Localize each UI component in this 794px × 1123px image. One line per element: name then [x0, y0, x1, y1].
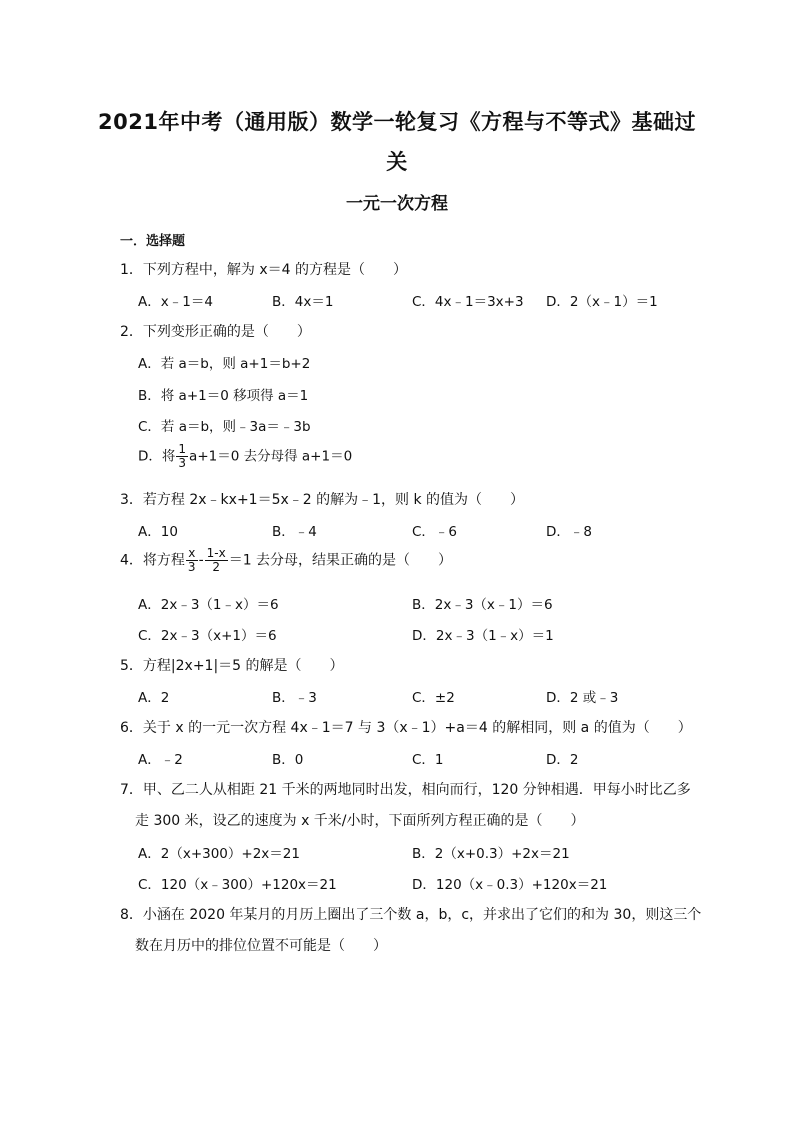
question-7-option-b: B．2（x+0.3）+2x＝21 — [412, 846, 570, 862]
question-5-option-b: B．﹣3 — [272, 690, 317, 706]
question-1-option-a: A．x﹣1＝4 — [138, 294, 213, 310]
fraction-denominator: 3 — [187, 560, 196, 574]
question-4-option-a: A．2x﹣3（1﹣x）＝6 — [138, 597, 279, 613]
fraction-numerator: x — [186, 547, 198, 561]
document-title-line1: 2021年中考（通用版）数学一轮复习《方程与不等式》基础过 — [98, 110, 696, 134]
question-6-option-d: D．2 — [546, 752, 579, 768]
question-5-option-a: A．2 — [138, 690, 170, 706]
question-2-option-d-suffix: a+1＝0 去分母得 a+1＝0 — [189, 448, 353, 465]
question-4-stem-suffix: ＝1 去分母，结果正确的是（ ） — [228, 552, 453, 569]
question-8-stem-line1: 8．小涵在 2020 年某月的月历上圈出了三个数 a，b，c，并求出了它们的和为 30，则这三个 — [120, 907, 702, 923]
question-1-stem: 1．下列方程中，解为 x＝4 的方程是（ ） — [120, 262, 407, 278]
question-5-stem: 5．方程|2x+1|＝5 的解是（ ） — [120, 658, 344, 674]
question-1-option-b: B．4x＝1 — [272, 294, 334, 310]
question-6-option-b: B．0 — [272, 752, 304, 768]
question-7-option-d: D．120（x﹣0.3）+120x＝21 — [412, 877, 608, 893]
question-7-stem-line1: 7．甲、乙二人从相距 21 千米的两地同时出发，相向而行，120 分钟相遇．甲每小时比乙多 — [120, 782, 691, 798]
question-4-stem — [120, 547, 452, 574]
fraction-denominator: 3 — [178, 456, 187, 470]
question-4-option-b: B．2x﹣3（x﹣1）＝6 — [412, 597, 553, 613]
question-5-option-d: D．2 或﹣3 — [546, 690, 619, 706]
fraction-one-third — [176, 443, 188, 470]
document-subtitle: 一元一次方程 — [346, 194, 448, 214]
question-2-option-b: B．将 a+1＝0 移项得 a＝1 — [138, 388, 309, 404]
question-7-stem-line2: 走 300 米，设乙的速度为 x 千米/小时，下面所列方程正确的是（ ） — [135, 813, 585, 829]
question-8-stem-line2: 数在月历中的排位位置不可能是（ ） — [135, 938, 387, 954]
question-4-option-d: D．2x﹣3（1﹣x）＝1 — [412, 628, 554, 644]
question-1-option-c: C．4x﹣1＝3x+3 — [412, 294, 524, 310]
question-5-option-c: C．±2 — [412, 690, 455, 706]
question-6-option-c: C．1 — [412, 752, 444, 768]
question-2-option-a: A．若 a＝b，则 a+1＝b+2 — [138, 356, 311, 372]
question-3-option-c: C．﹣6 — [412, 524, 458, 540]
question-7-option-c: C．120（x﹣300）+120x＝21 — [138, 877, 337, 893]
question-6-stem: 6．关于 x 的一元一次方程 4x﹣1＝7 与 3（x﹣1）+a＝4 的解相同，则 a 的值为（ ） — [120, 720, 692, 736]
question-3-option-d: D．﹣8 — [546, 524, 592, 540]
question-6-option-a: A．﹣2 — [138, 752, 183, 768]
document-title-line2: 关 — [386, 150, 408, 174]
question-3-stem: 3．若方程 2x﹣kx+1＝5x﹣2 的解为﹣1，则 k 的值为（ ） — [120, 492, 525, 508]
fraction-x-over-3 — [186, 547, 198, 574]
fraction-numerator: 1-x — [206, 546, 226, 560]
minus-sign: - — [198, 552, 204, 569]
fraction-numerator: 1 — [178, 442, 187, 456]
question-2-option-d — [138, 443, 352, 470]
question-3-option-a: A．10 — [138, 524, 178, 540]
question-3-option-b: B．﹣4 — [272, 524, 317, 540]
question-7-option-a: A．2（x+300）+2x＝21 — [138, 846, 300, 862]
question-2-stem: 2．下列变形正确的是（ ） — [120, 324, 311, 340]
question-2-option-d-prefix: D．将 — [138, 448, 176, 465]
fraction-denominator: 2 — [212, 560, 220, 574]
question-1-option-d: D．2（x﹣1）＝1 — [546, 294, 658, 310]
section-heading: 一．选择题 — [120, 234, 186, 249]
question-4-stem-prefix: 4．将方程 — [120, 552, 185, 569]
question-2-option-c: C．若 a＝b，则﹣3a＝﹣3b — [138, 419, 311, 435]
question-4-option-c: C．2x﹣3（x+1）＝6 — [138, 628, 277, 644]
fraction-1-minus-x-over-2 — [205, 547, 228, 574]
